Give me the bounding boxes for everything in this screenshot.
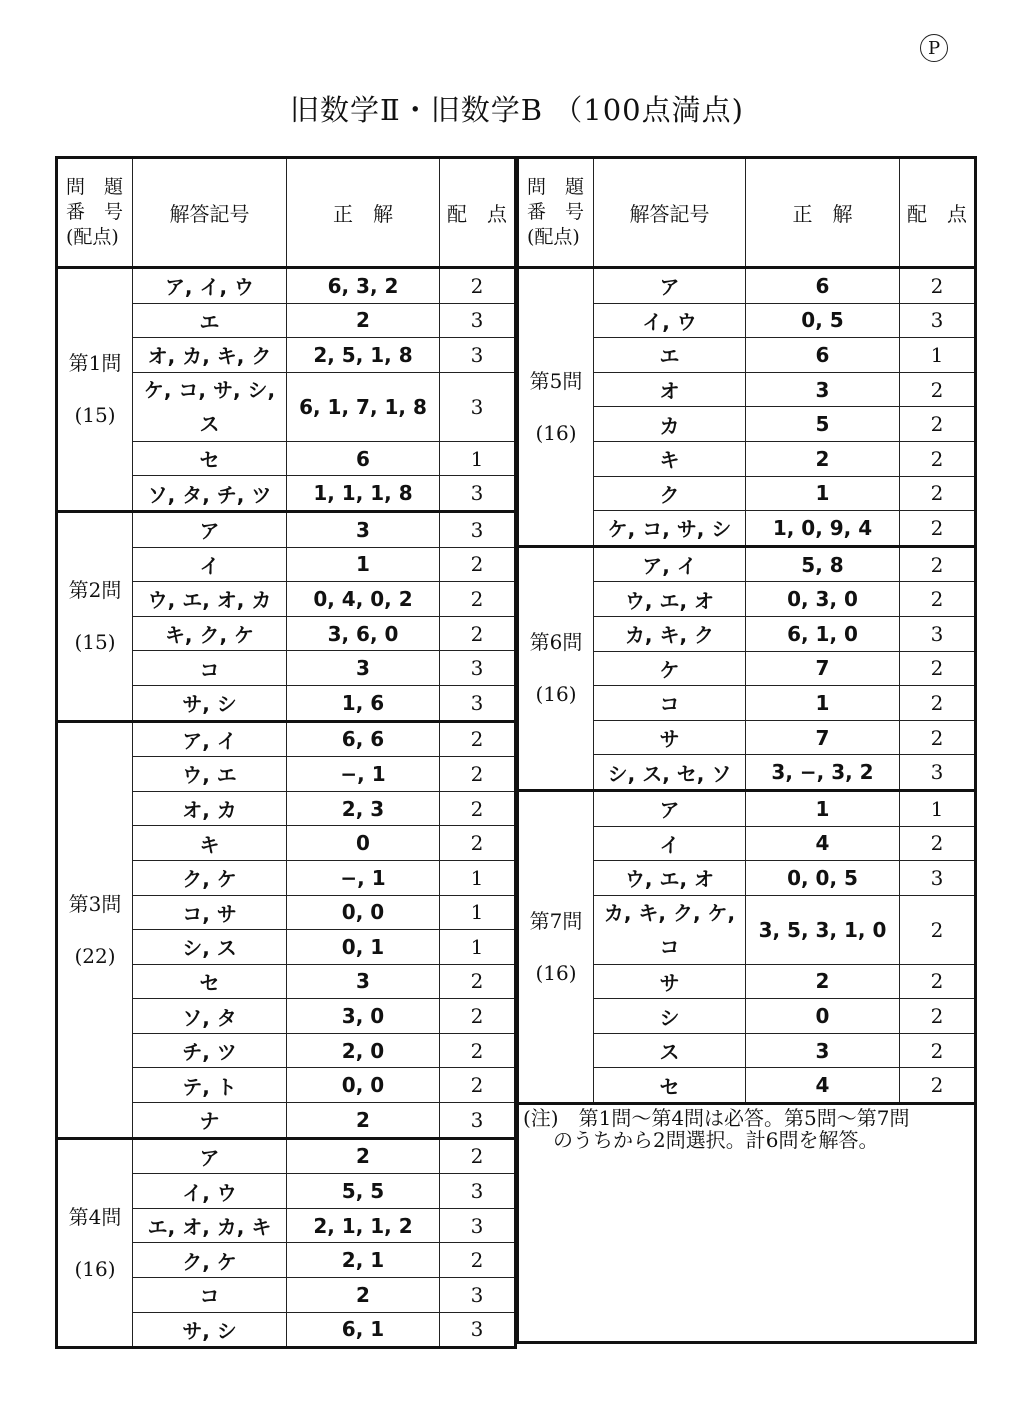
symbol-cell: ア, イ, ウ — [133, 268, 287, 304]
answer-cell: 2, 3 — [287, 791, 440, 826]
points-cell: 2 — [440, 964, 516, 999]
symbol-cell: ク, ケ — [133, 860, 287, 895]
symbol-cell: コ — [133, 651, 287, 686]
answer-cell: 2 — [746, 964, 900, 999]
question-label — [518, 546, 594, 790]
symbol-cell: オ, カ — [133, 791, 287, 826]
symbol-cell: ア, イ — [594, 546, 746, 582]
symbol-cell: ア — [594, 790, 746, 826]
question-number: 第6問 — [529, 630, 583, 655]
table-row — [518, 546, 976, 582]
symbol-cell: サ, シ — [133, 1312, 287, 1348]
symbol-cell: ケ, コ, サ, シ — [594, 511, 746, 547]
symbol-cell: ス — [594, 1033, 746, 1068]
symbol-cell: ク — [594, 476, 746, 511]
answer-cell: 3, 0 — [287, 999, 440, 1034]
symbol-cell: シ, ス — [133, 930, 287, 965]
question-number: 第5問 — [529, 368, 583, 393]
symbol-cell: ウ, エ, オ, カ — [133, 582, 287, 617]
symbol-cell: ケ, コ, サ, シ, ス — [133, 372, 287, 441]
answer-cell: 6 — [746, 268, 900, 304]
header-answer: 正 解 — [746, 158, 900, 268]
answer-cell: 1, 6 — [287, 685, 440, 721]
symbol-cell: ア, イ — [133, 721, 287, 757]
points-cell: 2 — [900, 999, 976, 1034]
answer-cell: 0 — [746, 999, 900, 1034]
answer-table-right — [516, 156, 977, 1344]
points-cell: 3 — [440, 303, 516, 338]
points-cell: 3 — [900, 616, 976, 651]
answer-cell: 3 — [287, 651, 440, 686]
table-row — [518, 268, 976, 304]
question-label — [57, 511, 133, 721]
points-cell: 2 — [440, 826, 516, 861]
answer-cell: 0, 4, 0, 2 — [287, 582, 440, 617]
answer-cell: 0, 5 — [746, 303, 900, 338]
note-line-1: (注) 第1問～第4問は必答。第5問～第7問 — [523, 1106, 910, 1131]
points-cell: 2 — [900, 1068, 976, 1104]
question-score: (16) — [74, 1256, 116, 1281]
answer-cell: 4 — [746, 1068, 900, 1104]
points-cell: 3 — [900, 755, 976, 791]
symbol-cell: ク, ケ — [133, 1243, 287, 1278]
table-row — [57, 511, 516, 547]
answer-cell: 6, 1 — [287, 1312, 440, 1348]
question-score: (22) — [74, 943, 116, 968]
answer-cell: −, 1 — [287, 757, 440, 792]
symbol-cell: ナ — [133, 1103, 287, 1139]
points-cell: 2 — [900, 441, 976, 476]
table-row — [518, 790, 976, 826]
points-cell: 2 — [900, 826, 976, 861]
note — [518, 1104, 976, 1343]
table-row — [57, 721, 516, 757]
table-row — [57, 1138, 516, 1174]
question-score: (15) — [74, 403, 116, 428]
symbol-cell: イ — [594, 826, 746, 861]
symbol-cell: イ, ウ — [594, 303, 746, 338]
points-cell: 2 — [440, 1068, 516, 1103]
question-label — [57, 721, 133, 1138]
answer-cell: 2, 1, 1, 2 — [287, 1208, 440, 1243]
answer-cell: 5, 5 — [287, 1174, 440, 1209]
question-label — [518, 268, 594, 547]
page-title: 旧数学Ⅱ・旧数学B （100点満点) — [290, 93, 744, 127]
answer-cell: 6, 6 — [287, 721, 440, 757]
symbol-cell: オ — [594, 372, 746, 407]
header-points: 配 点 — [900, 158, 976, 268]
symbol-cell: イ, ウ — [133, 1174, 287, 1209]
points-cell: 2 — [900, 372, 976, 407]
symbol-cell: エ — [133, 303, 287, 338]
symbol-cell: コ — [133, 1278, 287, 1313]
symbol-cell: サ — [594, 964, 746, 999]
question-score: (16) — [535, 682, 577, 707]
answer-cell: 6 — [746, 338, 900, 373]
points-cell: 2 — [900, 546, 976, 582]
answer-cell: 1 — [746, 790, 900, 826]
question-label — [518, 790, 594, 1103]
table-row — [57, 268, 516, 304]
symbol-cell: セ — [594, 1068, 746, 1104]
question-number: 第4問 — [68, 1204, 122, 1229]
symbol-cell: イ — [133, 547, 287, 582]
symbol-cell: カ — [594, 407, 746, 442]
answer-cell: 5, 8 — [746, 546, 900, 582]
symbol-cell: サ — [594, 720, 746, 755]
answer-cell: 3, 6, 0 — [287, 616, 440, 651]
answer-cell: 7 — [746, 720, 900, 755]
points-cell: 2 — [440, 1243, 516, 1278]
header-question: 問 題 番 号 (配点) — [57, 158, 133, 268]
symbol-cell: チ, ツ — [133, 1033, 287, 1068]
answer-cell: 0, 1 — [287, 930, 440, 965]
answer-cell: 2, 5, 1, 8 — [287, 338, 440, 373]
answer-cell: 6 — [287, 441, 440, 476]
points-cell: 2 — [900, 407, 976, 442]
points-cell: 2 — [900, 268, 976, 304]
answer-cell: 0, 0 — [287, 895, 440, 930]
header-row — [518, 158, 976, 268]
answer-cell: 2 — [287, 303, 440, 338]
symbol-cell: キ — [594, 441, 746, 476]
answer-cell: 4 — [746, 826, 900, 861]
symbol-cell: サ, シ — [133, 685, 287, 721]
points-cell: 3 — [440, 1312, 516, 1348]
points-cell: 2 — [440, 582, 516, 617]
symbol-cell: ソ, タ — [133, 999, 287, 1034]
points-cell: 3 — [440, 511, 516, 547]
answer-cell: 0, 3, 0 — [746, 582, 900, 617]
answer-cell: 0, 0 — [287, 1068, 440, 1103]
points-cell: 2 — [900, 476, 976, 511]
points-cell: 2 — [900, 720, 976, 755]
points-cell: 2 — [900, 582, 976, 617]
points-cell: 2 — [440, 791, 516, 826]
symbol-cell: エ — [594, 338, 746, 373]
points-cell: 2 — [440, 721, 516, 757]
header-symbol: 解答記号 — [133, 158, 287, 268]
answer-cell: 3, 5, 3, 1, 0 — [746, 895, 900, 964]
p-mark-icon: P — [920, 34, 948, 62]
answer-cell: 2 — [287, 1138, 440, 1174]
points-cell: 3 — [440, 651, 516, 686]
answer-cell: 1, 1, 1, 8 — [287, 476, 440, 512]
note-row — [518, 1104, 976, 1343]
question-number: 第3問 — [68, 891, 122, 916]
answer-cell: 3 — [746, 1033, 900, 1068]
points-cell: 3 — [440, 338, 516, 373]
question-score: (16) — [535, 420, 577, 445]
points-cell: 3 — [440, 1208, 516, 1243]
answer-cell: 5 — [746, 407, 900, 442]
symbol-cell: ソ, タ, チ, ツ — [133, 476, 287, 512]
symbol-cell: コ — [594, 686, 746, 721]
points-cell: 3 — [900, 861, 976, 896]
symbol-cell: ア — [133, 1138, 287, 1174]
points-cell: 2 — [440, 1138, 516, 1174]
points-cell: 2 — [440, 268, 516, 304]
symbol-cell: ウ, エ, オ — [594, 582, 746, 617]
points-cell: 2 — [440, 547, 516, 582]
answer-cell: 1 — [287, 547, 440, 582]
points-cell: 3 — [900, 303, 976, 338]
header-row — [57, 158, 516, 268]
answer-cell: 2 — [746, 441, 900, 476]
question-score: (15) — [74, 630, 116, 655]
points-cell: 1 — [900, 790, 976, 826]
header-symbol: 解答記号 — [594, 158, 746, 268]
points-cell: 2 — [900, 895, 976, 964]
points-cell: 2 — [440, 616, 516, 651]
symbol-cell: キ — [133, 826, 287, 861]
answer-cell: 1 — [746, 476, 900, 511]
points-cell: 3 — [440, 685, 516, 721]
header-points: 配 点 — [440, 158, 516, 268]
points-cell: 3 — [440, 372, 516, 441]
question-number: 第1問 — [68, 351, 122, 376]
symbol-cell: カ, キ, ク — [594, 616, 746, 651]
question-number: 第2問 — [68, 578, 122, 603]
points-cell: 2 — [440, 757, 516, 792]
points-cell: 1 — [440, 441, 516, 476]
points-cell: 1 — [900, 338, 976, 373]
answer-cell: 2, 0 — [287, 1033, 440, 1068]
answer-cell: 0, 0, 5 — [746, 861, 900, 896]
symbol-cell: ア — [133, 511, 287, 547]
points-cell: 3 — [440, 1103, 516, 1139]
points-cell: 2 — [900, 651, 976, 686]
header-question: 問 題 番 号 (配点) — [518, 158, 594, 268]
answer-cell: 3 — [287, 511, 440, 547]
question-label — [57, 268, 133, 512]
points-cell: 1 — [440, 860, 516, 895]
symbol-cell: シ, ス, セ, ソ — [594, 755, 746, 791]
symbol-cell: エ, オ, カ, キ — [133, 1208, 287, 1243]
points-cell: 3 — [440, 476, 516, 512]
answer-cell: 2, 1 — [287, 1243, 440, 1278]
symbol-cell: ウ, エ, オ — [594, 861, 746, 896]
answer-cell: 3, −, 3, 2 — [746, 755, 900, 791]
symbol-cell: オ, カ, キ, ク — [133, 338, 287, 373]
points-cell: 2 — [440, 1033, 516, 1068]
symbol-cell: セ — [133, 441, 287, 476]
answer-cell: 6, 1, 7, 1, 8 — [287, 372, 440, 441]
symbol-cell: テ, ト — [133, 1068, 287, 1103]
question-label — [57, 1138, 133, 1348]
answer-cell: 7 — [746, 651, 900, 686]
symbol-cell: カ, キ, ク, ケ, コ — [594, 895, 746, 964]
answer-cell: 6, 1, 0 — [746, 616, 900, 651]
answer-cell: 1, 0, 9, 4 — [746, 511, 900, 547]
answer-cell: −, 1 — [287, 860, 440, 895]
answer-table-left — [55, 156, 517, 1349]
symbol-cell: ア — [594, 268, 746, 304]
points-cell: 1 — [440, 930, 516, 965]
symbol-cell: セ — [133, 964, 287, 999]
note-line-2: のうちから2問選択。計6問を解答。 — [553, 1128, 879, 1153]
points-cell: 2 — [440, 999, 516, 1034]
symbol-cell: キ, ク, ケ — [133, 616, 287, 651]
symbol-cell: ケ — [594, 651, 746, 686]
points-cell: 2 — [900, 686, 976, 721]
points-cell: 3 — [440, 1278, 516, 1313]
question-score: (16) — [535, 960, 577, 985]
answer-cell: 3 — [287, 964, 440, 999]
question-number: 第7問 — [529, 908, 583, 933]
answer-cell: 2 — [287, 1278, 440, 1313]
points-cell: 1 — [440, 895, 516, 930]
points-cell: 2 — [900, 964, 976, 999]
points-cell: 3 — [440, 1174, 516, 1209]
answer-cell: 3 — [746, 372, 900, 407]
answer-cell: 0 — [287, 826, 440, 861]
answer-cell: 6, 3, 2 — [287, 268, 440, 304]
symbol-cell: ウ, エ — [133, 757, 287, 792]
answer-cell: 2 — [287, 1103, 440, 1139]
symbol-cell: シ — [594, 999, 746, 1034]
points-cell: 2 — [900, 1033, 976, 1068]
symbol-cell: コ, サ — [133, 895, 287, 930]
answer-cell: 1 — [746, 686, 900, 721]
header-answer: 正 解 — [287, 158, 440, 268]
points-cell: 2 — [900, 511, 976, 547]
